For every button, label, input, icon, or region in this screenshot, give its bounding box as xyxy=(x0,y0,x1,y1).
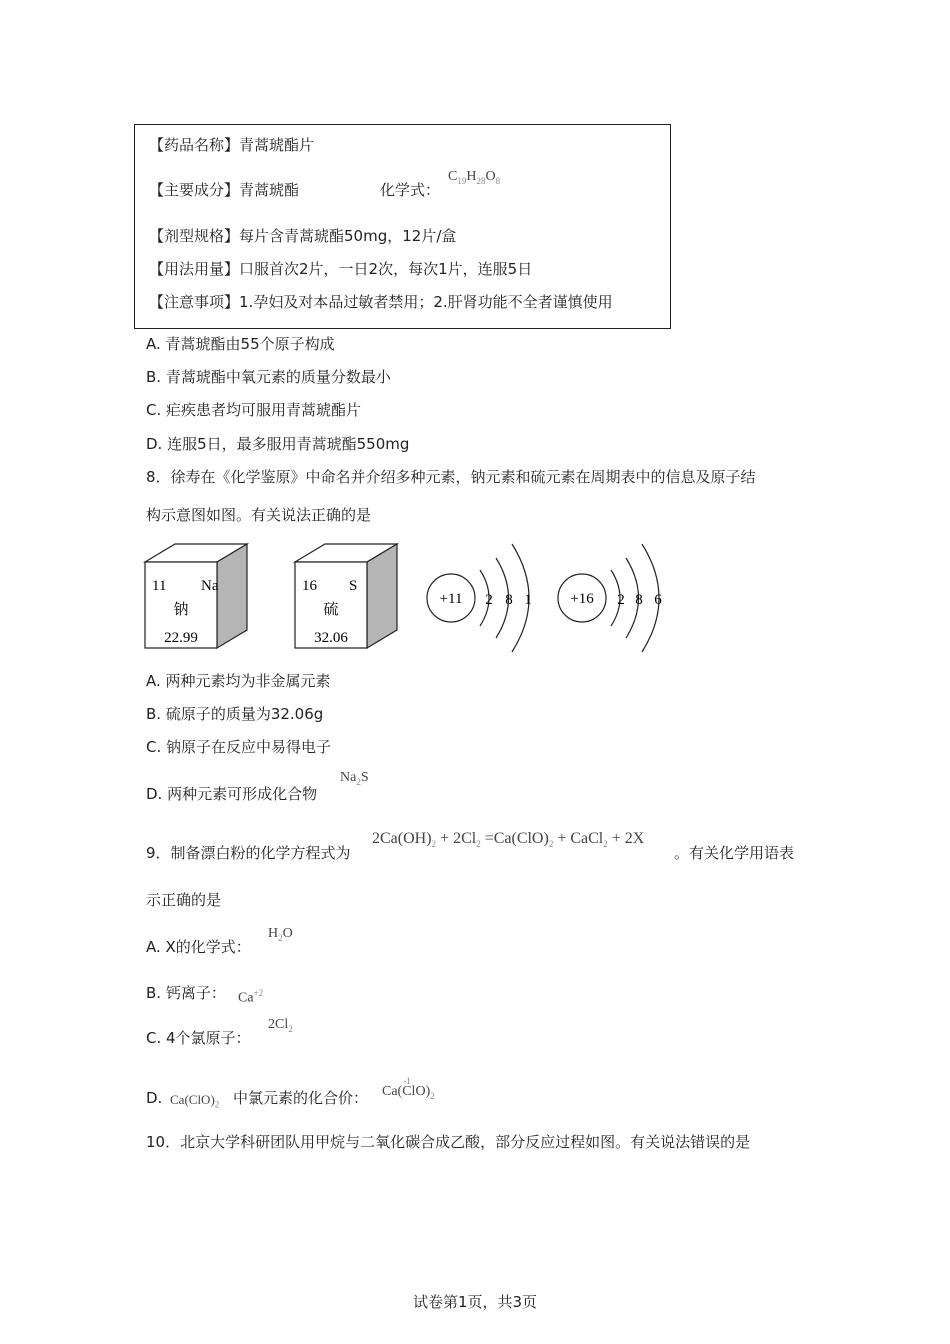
q9-stem-line2: 示正确的是 xyxy=(146,891,222,909)
sulfur-mass: 32.06 xyxy=(314,630,348,646)
q8-option-b: B. 硫原子的质量为32.06g xyxy=(146,705,324,723)
q8-option-d-formula: $Na_2S$ xyxy=(340,770,369,787)
q9-option-a: A. X的化学式： xyxy=(146,938,251,956)
q8-option-a: A. 两种元素均为非金属元素 xyxy=(146,672,331,690)
sodium-shell-3: 1 xyxy=(524,592,532,608)
sulfur-shell-3: 6 xyxy=(654,592,662,608)
sodium-shell-1: 2 xyxy=(485,592,493,608)
q9-stem-prefix: 9．制备漂白粉的化学方程式为 xyxy=(146,844,351,862)
q9-option-b: B. 钙离子： xyxy=(146,984,226,1002)
spec-value: 每片含青蒿琥酯50mg，12片/盒 xyxy=(239,227,457,245)
sulfur-element-cube xyxy=(295,544,397,648)
q7-option-b: B. 青蒿琥酯中氧元素的质量分数最小 xyxy=(146,368,391,386)
q9-option-d-formula1: $Ca(ClO)_2$ xyxy=(170,1092,220,1110)
ingredient-label: 【主要成分】 xyxy=(149,181,240,199)
q9-option-d-formula2: Ca( -1 $ClO)_2$ xyxy=(382,1076,435,1101)
sulfur-shell-1: 2 xyxy=(617,592,625,608)
q8-option-d: D. 两种元素可形成化合物 xyxy=(146,785,318,803)
drug-name-label: 【药品名称】 xyxy=(149,136,240,154)
notes-label: 【注意事项】 xyxy=(149,293,240,311)
usage-row xyxy=(149,259,532,279)
ingredient-row xyxy=(149,180,299,200)
spec-row xyxy=(149,226,456,246)
sulfur-symbol: S xyxy=(349,578,358,594)
ingredient-value: 青蒿琥酯 xyxy=(239,181,300,199)
sodium-nucleus: +11 xyxy=(439,591,463,607)
q10-stem: 10．北京大学科研团队用甲烷与二氧化碳合成乙酸，部分反应过程如图。有关说法错误的是 xyxy=(146,1133,751,1151)
q8-element-figure xyxy=(140,538,680,658)
sodium-name: 钠 xyxy=(173,600,189,618)
q9-option-a-formula: $H_2O$ xyxy=(268,926,293,943)
q9-option-d-label: D. xyxy=(146,1089,163,1107)
usage-value: 口服首次2片，一日2次，每次1片，连服5日 xyxy=(239,260,533,278)
q9-equation: $2Ca(OH)_2 + 2Cl_2 =Ca(ClO)_2$ + CaCl$_2$ + 2X xyxy=(372,830,645,850)
q8-option-c: C. 钠原子在反应中易得电子 xyxy=(146,738,332,756)
sulfur-nucleus: +16 xyxy=(570,591,594,607)
sodium-shell-2: 8 xyxy=(505,592,513,608)
q7-option-a: A. 青蒿琥酯由55个原子构成 xyxy=(146,335,335,353)
sulfur-atom-diagram xyxy=(558,544,662,652)
sodium-element-cube xyxy=(145,544,247,648)
page-footer: 试卷第1页，共3页 xyxy=(412,1293,538,1311)
formula-label: 化学式： xyxy=(380,181,441,199)
sodium-symbol: Na xyxy=(201,578,219,594)
q7-option-d: D. 连服5日，最多服用青蒿琥酯550mg xyxy=(146,435,410,453)
q8-stem-line1: 8．徐寿在《化学鉴原》中命名并介绍多种元素，钠元素和硫元素在周期表中的信息及原子结 xyxy=(146,468,756,486)
q9-option-c: C. 4个氯原子： xyxy=(146,1029,251,1047)
sodium-atom-diagram xyxy=(427,544,532,652)
drug-info-box xyxy=(134,124,671,329)
notes-row xyxy=(149,292,613,312)
q9-option-d-mid: 中氯元素的化合价： xyxy=(233,1089,369,1107)
sodium-number: 11 xyxy=(152,578,167,594)
q9-stem-suffix: 。有关化学用语表 xyxy=(674,844,795,862)
sulfur-number: 16 xyxy=(302,578,317,594)
q8-stem-line2: 构示意图如图。有关说法正确的是 xyxy=(146,506,372,524)
sulfur-name: 硫 xyxy=(323,600,339,618)
sodium-mass: 22.99 xyxy=(164,630,198,646)
spec-label: 【剂型规格】 xyxy=(149,227,240,245)
drug-formula: $C_{19}H_{28}O_8$ xyxy=(448,169,501,186)
q9-option-c-formula: $2Cl_2$ xyxy=(268,1017,293,1034)
notes-value: 1.孕妇及对本品过敏者禁用；2.肝肾功能不全者谨慎使用 xyxy=(239,293,613,311)
q9-option-b-formula: $Ca^{+2}$ xyxy=(238,988,264,1006)
q7-option-c: C. 疟疾患者均可服用青蒿琥酯片 xyxy=(146,401,362,419)
sulfur-shell-2: 8 xyxy=(635,592,643,608)
drug-name-value: 青蒿琥酯片 xyxy=(239,136,315,154)
usage-label: 【用法用量】 xyxy=(149,260,240,278)
drug-name-row xyxy=(149,135,314,155)
